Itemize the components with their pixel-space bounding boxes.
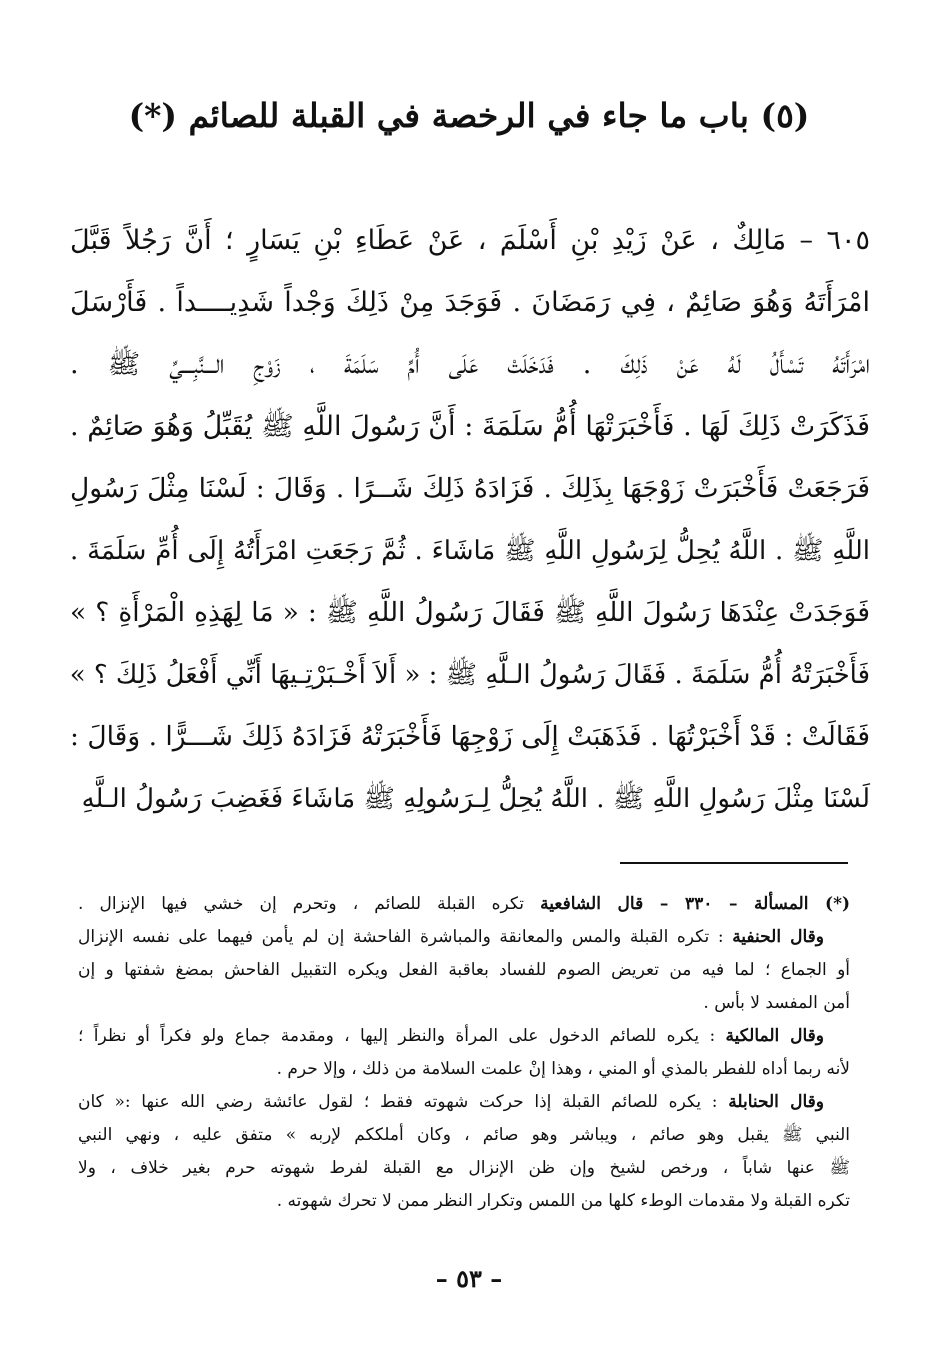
footnote [78, 888, 850, 1218]
footnote-hanbali-lead: وقال الحنابلة [728, 1092, 824, 1112]
hadith-line-8: فَأَخْبَرَتْهُ أُمُّ سَلَمَةَ . فَقَالَ رَسُولُ الـلَّهِ ﷺ : « أَلاَ أَخْـبَرْتِـيهَا أَنِّي أَفْعَلُ ذَلِكَ ؟ » [69, 660, 870, 690]
footnote-divider [620, 862, 848, 864]
footnote-maliki-lead: وقال المالكية [725, 1026, 824, 1046]
footnote-shafii [78, 888, 850, 921]
hadith-line-5: فَرَجَعَتْ فَأَخْبَرَتْ زَوْجَهَا بِذَلِكَ . فَزَادَهُ ذَلِكَ شَــرًا . وَقَالَ : لَسْنَا مِثْلَ رَسُولِ [70, 473, 870, 504]
hadith-line-6: اللَّهِ ﷺ . اللَّهُ يُحِلُّ لِرَسُولِ اللَّهِ ﷺ مَاشَاءَ . ثُمَّ رَجَعَتِ امْرَأَتُهُ إِلَى أُمِّ سَلَمَةَ . [70, 536, 870, 566]
footnote-maliki-line-2: لأنه ربما أداه للفطر بالمذي أو المني ، وهذا إنْ علمت السلامة من ذلك ، وإلا حرم . [276, 1059, 850, 1079]
footnote-shafii-text: تكره القبلة للصائم ، وتحرم إن خشي فيها الإنزال . [78, 894, 541, 914]
footnote-maliki [78, 1020, 850, 1053]
chapter-title: (٥) باب ما جاء في الرخصة في القبلة للصائم (*) [128, 96, 810, 135]
footnote-hanbali-text: : يكره للصائم القبلة إذا حركت شهوته فقط ؛ لقول عائشة رضي الله عنها :« كان [78, 1092, 729, 1112]
page-number: – ٥٣ – [435, 1264, 503, 1293]
hadith-line-4: فَذَكَرَتْ ذَلِكَ لَهَا . فَأَخْبَرَتْهَا أُمُّ سَلَمَةَ : أَنَّ رَسُولَ اللَّهِ ﷺ يُقَبِّلُ وَهُوَ صَائِمٌ . [70, 411, 870, 442]
footnote-hanbali-line-4: تكره القبلة ولا مقدمات الوطء كلها من اللمس وتكرار النظر ممن لا تحرك شهوته . [276, 1191, 850, 1211]
footnote-hanbali-line-2: النبي ﷺ يقبل وهو صائم ، ويباشر وهو صائم ، وكان أملككم لإربه » متفق عليه ، ونهي النبي [78, 1125, 850, 1145]
footnote-maliki-text: : يكره للصائم الدخول على المرأة والنظر إليها ، ومقدمة جماع ولو فكراً أو نظراً ؛ [78, 1026, 726, 1046]
hadith-line-10: لَسْنَا مِثْلَ رَسُولِ اللَّهِ ﷺ . اللَّهُ يُحِلُّ لِـرَسُولِهِ ﷺ مَاشَاءَ فَغَضِبَ رَسُولُ الـلَّهِ [81, 784, 870, 814]
hadith-line-3: امْرَأَتَهُ تَسْأَلُ لَهُ عَنْ ذَلِكَ . فَدَخَلَتْ عَلَى أُمِّ سَلَمَةَ ، زَوْجِ الـــنَّبِـــيِّ ﷺ . [70, 349, 870, 380]
footnote-hanafi [78, 921, 850, 954]
footnote-hanafi-line-3: أمن المفسد لا بأس . [703, 993, 850, 1013]
footnote-hanafi-line-2: أو الجماع ؛ لما فيه من تعريض الصوم للفساد بعاقبة الفعل ويكره التقبيل الفاحش بمضغ شفتها و إن [78, 960, 850, 980]
hadith-line-9: فَقَالَتْ : قَدْ أَخْبَرْتُهَا . فَذَهَبَتْ إِلَى زَوْجِهَا فَأَخْبَرَتْهُ فَزَادَهُ ذَلِكَ شَـــرًّا . وَقَالَ : [70, 721, 870, 752]
hadith-text [70, 210, 870, 830]
hadith-line-7: فَوَجَدَتْ عِنْدَهَا رَسُولَ اللَّهِ ﷺ فَقَالَ رَسُولُ اللَّهِ ﷺ : « مَا لِهَذِهِ الْمَرْأَةِ ؟ » [70, 597, 870, 628]
footnote-hanbali [78, 1086, 850, 1119]
hadith-line-1: ٦٠٥ – مَالِكٌ ، عَنْ زَيْدِ بْنِ أَسْلَمَ ، عَنْ عَطَاءِ بْنِ يَسَارٍ ؛ أَنَّ رَجُلاً قَبَّلَ [70, 225, 870, 256]
footnote-hanafi-text: : تكره القبلة والمس والمعانقة والمباشرة الفاحشة إن لم يأمن فيهما على نفسه الإنزال [78, 927, 733, 947]
hadith-line-2: امْرَأَتَهُ وَهُوَ صَائِمٌ ، فِي رَمَضَانَ . فَوَجَدَ مِنْ ذَلِكَ وَجْداً شَدِيــــداً . فَأَرْسَلَ [70, 287, 870, 318]
footnote-shafii-lead: (*) المسألة – ٣٣٠ – قال الشافعية [540, 894, 851, 914]
footnote-hanbali-line-3: ﷺ عنها شاباً ، ورخص لشيخ وإن ظن الإنزال مع القبلة لفرط شهوته حرم بغير خلاف ، ولا [78, 1158, 850, 1178]
footnote-hanafi-lead: وقال الحنفية [732, 927, 824, 947]
